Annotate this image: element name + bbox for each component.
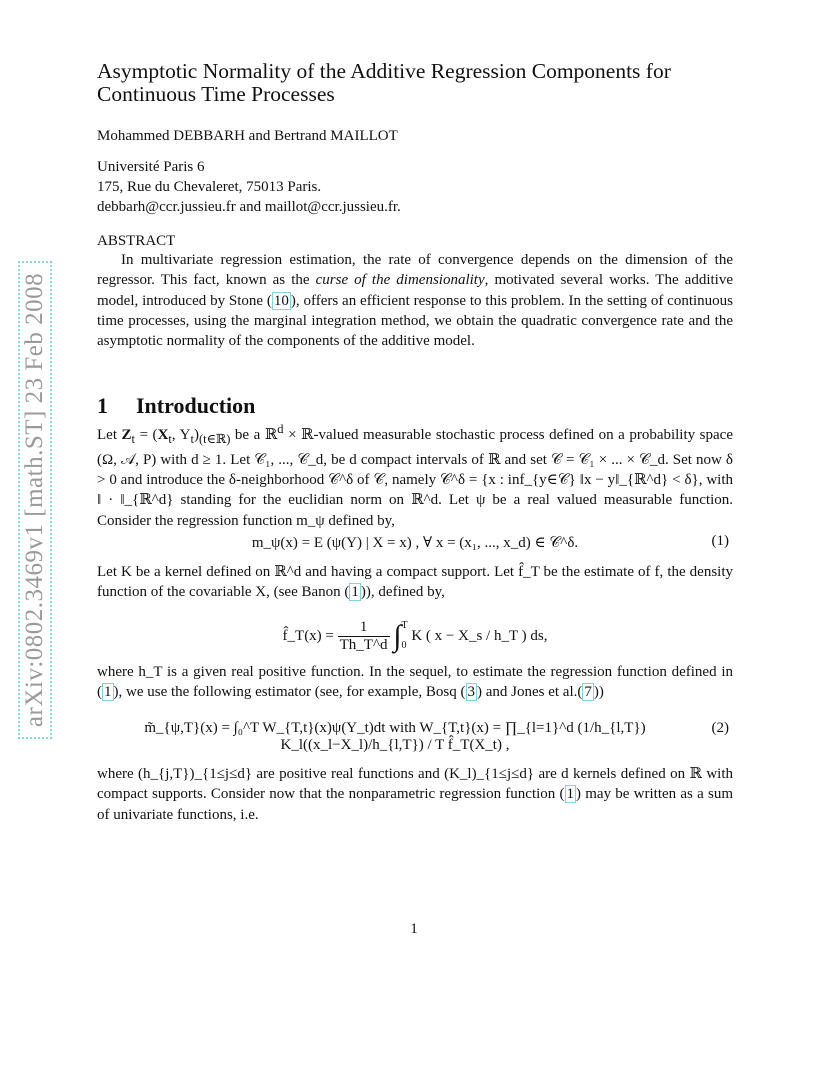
fraction: $\frac{1}{Th\_T\^{}d}$ [339, 618, 388, 653]
title-line-1: Asymptotic Normality of the Additive Regression Components for [97, 59, 671, 83]
equation-density-estimate: f̂_T(x) = $\frac{1}{Th\_T\^{}d}$ ∫T 0 K ( x − X_s / h_T ) ds, [282, 618, 548, 653]
equation-2-number: (2) [711, 720, 729, 737]
integral-sign: ∫ [393, 619, 402, 653]
paragraph-2: Let K be a kernel defined on ℝ^d and having a compact support. Let f̂_T be the estimate of f, the density function of the covariable X, (see Banon ( 1 )), defined by, [97, 563, 733, 601]
equation-1-body: m_ψ(x) = E (ψ(Y) | X = x) , ∀ x = (x₁, ..., x_d) ∈ 𝒞^δ. [251, 534, 579, 551]
citation-link[interactable]: 1 [566, 786, 575, 803]
equation-2-body: m̃_{ψ,T}(x) = ∫₀^T W_{T,t}(x)ψ(Y_t)dt with W_{T,t}(x) = ∏_{l=1}^d (1/h_{l,T}) K_l((x_l−X_l)/h_{l,T}) / T f̂_T(X_t) , [144, 720, 646, 754]
citation-link[interactable]: 3 [467, 683, 475, 700]
affiliation-address: 175, Rue du Chevaleret, 75013 Paris. [97, 179, 322, 195]
authors: Mohammed DEBBARH and Bertrand MAILLOT [97, 128, 398, 144]
paper-page [97, 60, 733, 825]
affiliation-university: Université Paris 6 [97, 159, 205, 175]
equation-1 [97, 533, 733, 552]
citation-link[interactable]: 1 [104, 683, 112, 700]
page-number: 1 [410, 921, 418, 937]
affiliation [97, 157, 733, 217]
citation-link[interactable]: 1 [351, 584, 359, 601]
abstract-italic: curse of the dimensionality [315, 272, 485, 289]
arxiv-sidebar [10, 255, 60, 745]
equation-2 [97, 720, 733, 754]
citation-link[interactable]: 10 [273, 292, 289, 309]
citation-link[interactable]: 7 [584, 683, 592, 700]
section-title: Introduction [136, 393, 256, 419]
section-heading [97, 393, 733, 419]
section-number: 1 [97, 393, 108, 419]
title-line-2: Continuous Time Processes [97, 82, 335, 106]
paragraph-1: Let $Z_t = (X_t$, $Y_t)_{(t\in ℝ)}$ be a ℝ$^d$ × ℝ-valued measurable stochastic process defined on a probability space (Ω, 𝒜, P) with d ≥ 1. Let 𝒞₁, ..., 𝒞_d, be d compact intervals of ℝ and set 𝒞 = 𝒞₁ × ... × 𝒞_d. Set now δ > 0 and introduce the δ-neighborhood 𝒞^δ of 𝒞, namely 𝒞^δ = {x : inf_{y∈𝒞} ‖x − y‖_{ℝ^d} < δ}, with ‖ · ‖_{ℝ^d} standing for the euclidian norm on ℝ^d. Let ψ be a real valued measurable function. Consider the regression function m_ψ defined by, [97, 422, 733, 529]
arxiv-identifier[interactable]: arXiv:0802.3469v1 [math.ST] 23 Feb 2008 [18, 261, 52, 739]
abstract-text: In multivariate regression estimation, the rate of convergence depends on the dimension of the regressor. This fact, known as the curse of the dimensionality, motivated several works. The additive model, introduced by Stone ( 10 ), offers an efficient response to this problem. In the setting of continuous time processes, using the marginal integration method, we obtain the quadratic convergence rate and the asymptotic normality of the components of the additive model. [97, 252, 733, 350]
abstract-label: ABSTRACT [97, 233, 176, 249]
affiliation-emails: debbarh@ccr.jussieu.fr and maillot@ccr.jussieu.fr. [97, 199, 401, 215]
paper-title [97, 60, 733, 106]
paragraph-3: where h_T is a given real positive function. In the sequel, to estimate the regression function defined in ( 1 ), we use the following estimator (see, for example, Bosq ( 3 ) and Jones et al.( 7 )) [97, 663, 733, 700]
paragraph-4: where (h_{j,T})_{1≤j≤d} are positive real functions and (K_l)_{1≤j≤d} are d kernels defined on ℝ with compact supports. Consider now that the nonparametric regression function ( 1 ) may be written as a sum of univariate functions, i.e. [97, 766, 734, 823]
equation-1-number: (1) [711, 532, 729, 549]
